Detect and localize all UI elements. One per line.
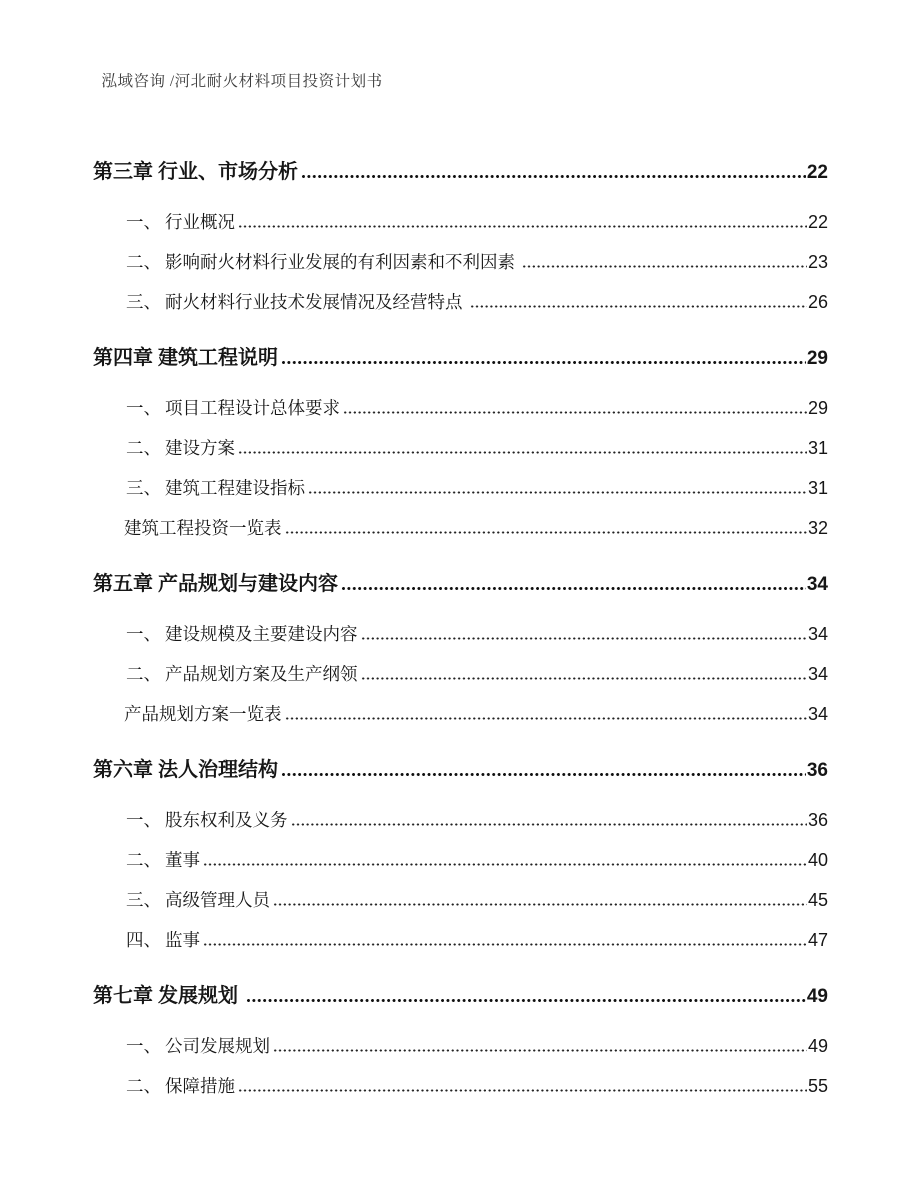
toc-item-number: 二、 <box>126 1076 161 1096</box>
toc-chapter-items <box>93 623 828 725</box>
toc-item-line[interactable] <box>126 477 828 499</box>
toc-item-line[interactable] <box>120 517 828 539</box>
toc-item-page-number: 29 <box>807 398 828 418</box>
toc-item-number: 三、 <box>126 292 161 312</box>
toc-item-title: 股东权利及义务 <box>165 810 288 830</box>
leader-dots <box>341 586 806 591</box>
toc-item-page-number: 23 <box>807 252 828 272</box>
toc-item-line[interactable] <box>126 623 828 645</box>
leader-dots <box>308 490 807 495</box>
header-text: 泓域咨询 /河北耐火材料项目投资计划书 <box>101 73 383 90</box>
toc-item-number: 二、 <box>126 664 161 684</box>
toc-chapter-page-number: 22 <box>806 162 828 183</box>
toc-chapter-page-number: 49 <box>806 986 828 1007</box>
toc-chapter-items <box>93 1035 828 1097</box>
leader-dots <box>285 716 807 721</box>
toc-item-page-number: 36 <box>807 810 828 830</box>
toc-item-number: 二、 <box>126 438 161 458</box>
toc-chapter-items <box>93 397 828 539</box>
toc-chapter-title: 第五章 产品规划与建设内容 <box>93 573 338 595</box>
toc-item-number: 一、 <box>126 212 161 232</box>
toc-item-title: 产品规划方案一览表 <box>124 704 282 724</box>
toc-item-page-number: 34 <box>807 704 828 724</box>
toc-chapter-title: 第六章 法人治理结构 <box>93 759 278 781</box>
toc-item-page-number: 40 <box>807 850 828 870</box>
leader-dots <box>273 902 807 907</box>
toc-chapter-line[interactable] <box>93 571 828 598</box>
leader-dots <box>285 530 807 535</box>
toc-item-line[interactable] <box>126 849 828 871</box>
toc-item-line[interactable] <box>126 291 828 313</box>
toc-item-line[interactable] <box>126 663 828 685</box>
toc-item-number: 一、 <box>126 624 161 644</box>
leader-dots <box>273 1048 807 1053</box>
toc-item-line[interactable] <box>126 1075 828 1097</box>
toc-item-line[interactable] <box>126 889 828 911</box>
toc-item-page-number: 32 <box>807 518 828 538</box>
leader-dots <box>238 1088 807 1093</box>
leader-dots <box>238 450 807 455</box>
toc-item-number: 四、 <box>126 930 161 950</box>
toc-chapter-title: 第七章 发展规划 <box>93 985 243 1007</box>
toc-item-page-number: 49 <box>807 1036 828 1056</box>
toc-item-page-number: 47 <box>807 930 828 950</box>
toc-item-title: 耐火材料行业技术发展情况及经营特点 <box>165 292 467 312</box>
toc-chapter-items <box>93 211 828 313</box>
toc-item-page-number: 31 <box>807 478 828 498</box>
leader-dots <box>238 224 807 229</box>
leader-dots <box>203 862 807 867</box>
toc-item-page-number: 26 <box>807 292 828 312</box>
toc-item-page-number: 34 <box>807 664 828 684</box>
toc-chapter-page-number: 29 <box>806 348 828 369</box>
toc-item-title: 建设方案 <box>165 438 235 458</box>
leader-dots <box>522 264 807 269</box>
toc-chapter <box>93 345 828 539</box>
toc-item-page-number: 22 <box>807 212 828 232</box>
toc-item-number: 三、 <box>126 478 161 498</box>
toc-item-title: 公司发展规划 <box>165 1036 270 1056</box>
toc-chapter-items <box>93 809 828 951</box>
toc-chapter-line[interactable] <box>93 159 828 186</box>
toc-item-page-number: 31 <box>807 438 828 458</box>
toc-item-title: 董事 <box>165 850 200 870</box>
toc-chapter-line[interactable] <box>93 983 828 1010</box>
toc-item-number: 三、 <box>126 890 161 910</box>
toc-item-line[interactable] <box>126 1035 828 1057</box>
toc-item-number: 一、 <box>126 810 161 830</box>
toc-chapter <box>93 983 828 1097</box>
toc-item-number: 一、 <box>126 1036 161 1056</box>
leader-dots <box>343 410 807 415</box>
leader-dots <box>470 304 807 309</box>
toc-item-title: 产品规划方案及生产纲领 <box>165 664 358 684</box>
toc-item-title: 保障措施 <box>165 1076 235 1096</box>
toc-chapter <box>93 571 828 725</box>
toc-item-title: 影响耐火材料行业发展的有利因素和不利因素 <box>165 252 520 272</box>
toc-item-title: 建筑工程建设指标 <box>165 478 305 498</box>
leader-dots <box>281 772 806 777</box>
toc-item-number: 一、 <box>126 398 161 418</box>
toc-item-number: 二、 <box>126 850 161 870</box>
toc-item-line[interactable] <box>126 397 828 419</box>
toc-item-title: 行业概况 <box>165 212 235 232</box>
toc-item-line[interactable] <box>126 211 828 233</box>
toc-item-line[interactable] <box>126 929 828 951</box>
toc-chapter-title: 第四章 建筑工程说明 <box>93 347 278 369</box>
leader-dots <box>203 942 807 947</box>
leader-dots <box>361 636 807 641</box>
toc-item-title: 建设规模及主要建设内容 <box>165 624 358 644</box>
toc-chapter-title: 第三章 行业、市场分析 <box>93 161 298 183</box>
toc-item-number: 二、 <box>126 252 161 272</box>
toc-item-line[interactable] <box>126 437 828 459</box>
toc-item-page-number: 55 <box>807 1076 828 1096</box>
toc-item-title: 高级管理人员 <box>165 890 270 910</box>
toc-chapter <box>93 757 828 951</box>
toc-chapter <box>93 159 828 313</box>
toc-chapter-line[interactable] <box>93 757 828 784</box>
toc-item-line[interactable] <box>120 703 828 725</box>
toc-item-page-number: 45 <box>807 890 828 910</box>
toc-chapter-page-number: 36 <box>806 760 828 781</box>
toc-chapter-line[interactable] <box>93 345 828 372</box>
toc-item-line[interactable] <box>126 809 828 831</box>
leader-dots <box>281 360 806 365</box>
toc-item-page-number: 34 <box>807 624 828 644</box>
toc-chapter-page-number: 34 <box>806 574 828 595</box>
leader-dots <box>301 174 806 179</box>
toc-item-title: 建筑工程投资一览表 <box>124 518 282 538</box>
toc-item-title: 监事 <box>165 930 200 950</box>
toc-item-title: 项目工程设计总体要求 <box>165 398 340 418</box>
leader-dots <box>361 676 807 681</box>
leader-dots <box>246 998 806 1003</box>
document-header <box>84 55 828 109</box>
toc-item-line[interactable] <box>126 251 828 273</box>
toc <box>93 159 828 1097</box>
leader-dots <box>291 822 807 827</box>
